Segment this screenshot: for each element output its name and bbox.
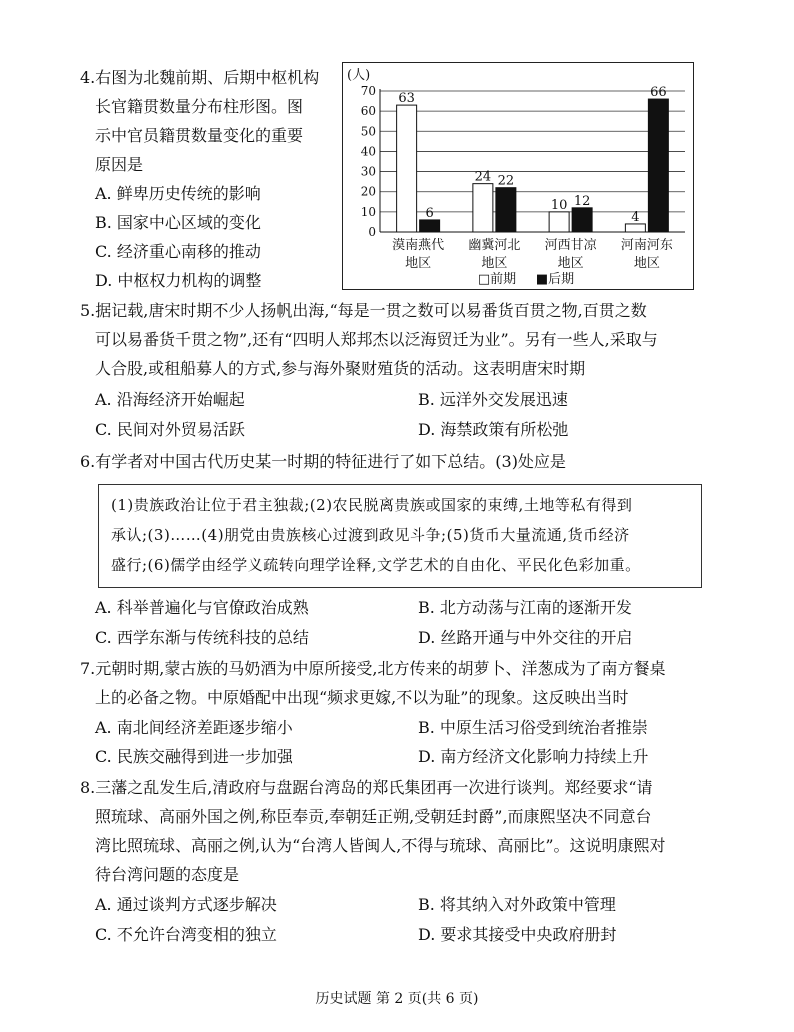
- y-tick-label: 30: [360, 164, 376, 179]
- quote-line-3: 盛行;(6)儒学由经学义疏转向理学诠释,文学艺术的自由化、平民化色彩加重。: [111, 556, 641, 574]
- q6-line-1: 6.有学者对中国古代历史某一时期的特征进行了如下总结。(3)处应是: [80, 452, 566, 471]
- q8-line-3: 湾比照琉球、高丽之例,认为“台湾人皆闽人,不得与琉球、高丽比”。这说明康熙对: [95, 836, 666, 855]
- y-tick-label: 20: [360, 184, 376, 199]
- q7-option-b: B. 中原生活习俗受到统治者推崇: [418, 718, 648, 737]
- x-tick-label: 幽冀河北: [468, 238, 521, 253]
- bar-chart: [343, 63, 693, 289]
- q4-option-a: A. 鲜卑历史传统的影响: [95, 184, 261, 203]
- q5-option-b: B. 远洋外交发展迅速: [418, 390, 568, 409]
- q5-option-c: C. 民间对外贸易活跃: [95, 420, 245, 439]
- q8-line-4: 待台湾问题的态度是: [95, 865, 240, 884]
- x-tick-label: 地区: [557, 256, 584, 271]
- y-tick-label: 40: [360, 144, 376, 159]
- bar-chart-frame: [342, 62, 694, 290]
- q4-option-d: D. 中枢权力机构的调整: [95, 271, 262, 290]
- data-label: 24: [474, 169, 492, 185]
- y-tick-label: 10: [360, 204, 376, 219]
- data-label: 6: [425, 205, 434, 221]
- y-axis-label: (人): [347, 68, 371, 83]
- q6-option-b: B. 北方动荡与江南的逐渐开发: [418, 598, 632, 617]
- bar-late: [496, 188, 516, 232]
- data-label: 66: [650, 85, 667, 101]
- x-tick-label: 地区: [481, 256, 508, 271]
- q7-option-d: D. 南方经济文化影响力持续上升: [418, 747, 649, 766]
- q6-option-d: D. 丝路开通与中外交往的开启: [418, 628, 633, 647]
- data-label: 10: [550, 197, 568, 213]
- q5-line-2: 可以易番货千贯之物”,还有“四明人郑邦杰以泛海贸迁为业”。另有一些人,采取与: [95, 330, 658, 349]
- bar-late: [572, 208, 592, 232]
- y-tick-label: 70: [360, 84, 376, 98]
- quote-line-2: 承认;(3)……(4)朋党由贵族核心过渡到政见斗争;(5)货币大量流通,货币经济: [111, 526, 630, 544]
- q4-option-c: C. 经济重心南移的推动: [95, 242, 261, 261]
- q5-line-1: 5.据记载,唐宋时期不少人扬帆出海,“每是一贯之数可以易番货百贯之物,百贯之数: [80, 301, 647, 320]
- q7-option-a: A. 南北间经济差距逐步缩小: [95, 718, 293, 737]
- q7-line-1: 7.元朝时期,蒙古族的马奶酒为中原所接受,北方传来的胡萝卜、洋葱成为了南方餐桌: [80, 659, 666, 678]
- q6-option-a: A. 科举普遍化与官僚政治成熟: [95, 598, 309, 617]
- q7-line-2: 上的必备之物。中原婚配中出现“频求更嫁,不以为耻”的现象。这反映出当时: [95, 688, 629, 707]
- q8-option-d: D. 要求其接受中央政府册封: [418, 925, 617, 944]
- q5-option-a: A. 沿海经济开始崛起: [95, 390, 245, 409]
- bar-early: [397, 105, 417, 232]
- q8-line-1: 8.三藩之乱发生后,清政府与盘踞台湾岛的郑氏集团再一次进行谈判。郑经要求“请: [80, 778, 653, 797]
- quote-box: [98, 484, 702, 588]
- data-label: 22: [497, 173, 515, 189]
- data-label: 12: [573, 193, 591, 209]
- legend-item-early: □前期: [477, 272, 517, 287]
- q8-option-b: B. 将其纳入对外政策中管理: [418, 895, 616, 914]
- q8-option-c: C. 不允许台湾变相的独立: [95, 925, 277, 944]
- legend-item-late: ■后期: [535, 272, 575, 287]
- q4-line-4: 原因是: [95, 155, 144, 174]
- q8-line-2: 照琉球、高丽外国之例,称臣奉贡,奉朝廷正朔,受朝廷封爵”,而康熙坚决不同意台: [95, 807, 652, 826]
- q8-option-a: A. 通过谈判方式逐步解决: [95, 895, 277, 914]
- data-label: 4: [631, 209, 640, 225]
- x-tick-label: 漠南燕代: [392, 238, 445, 253]
- x-tick-label: 河西甘凉: [544, 238, 597, 253]
- y-tick-label: 50: [360, 124, 376, 139]
- x-tick-label: 河南河东: [620, 238, 673, 253]
- y-tick-label: 60: [360, 104, 376, 119]
- q4-line-2: 长官籍贯数量分布柱形图。图: [95, 97, 304, 116]
- bar-early: [473, 184, 493, 232]
- x-tick-label: 地区: [405, 256, 432, 271]
- q4-line-3: 示中官员籍贯数量变化的重要: [95, 126, 304, 145]
- q4-option-b: B. 国家中心区域的变化: [95, 213, 261, 232]
- x-tick-label: 地区: [633, 256, 660, 271]
- bar-late: [648, 99, 668, 232]
- y-tick-label: 0: [368, 225, 376, 239]
- quote-line-1: (1)贵族政治让位于君主独裁;(2)农民脱离贵族或国家的束缚,土地等私有得到: [111, 496, 633, 514]
- bar-early: [549, 212, 569, 232]
- q4-line-1: 4.右图为北魏前期、后期中枢机构: [80, 68, 320, 87]
- q7-option-c: C. 民族交融得到进一步加强: [95, 747, 293, 766]
- bar-early: [625, 224, 645, 232]
- q5-line-3: 人合股,或租船募人的方式,参与海外聚财殖货的活动。这表明唐宋时期: [95, 359, 586, 378]
- page-footer: 历史试题 第 2 页(共 6 页): [315, 991, 479, 1007]
- bar-late: [420, 220, 440, 232]
- q5-option-d: D. 海禁政策有所松弛: [418, 420, 569, 439]
- data-label: 63: [398, 91, 415, 107]
- q6-option-c: C. 西学东渐与传统科技的总结: [95, 628, 309, 647]
